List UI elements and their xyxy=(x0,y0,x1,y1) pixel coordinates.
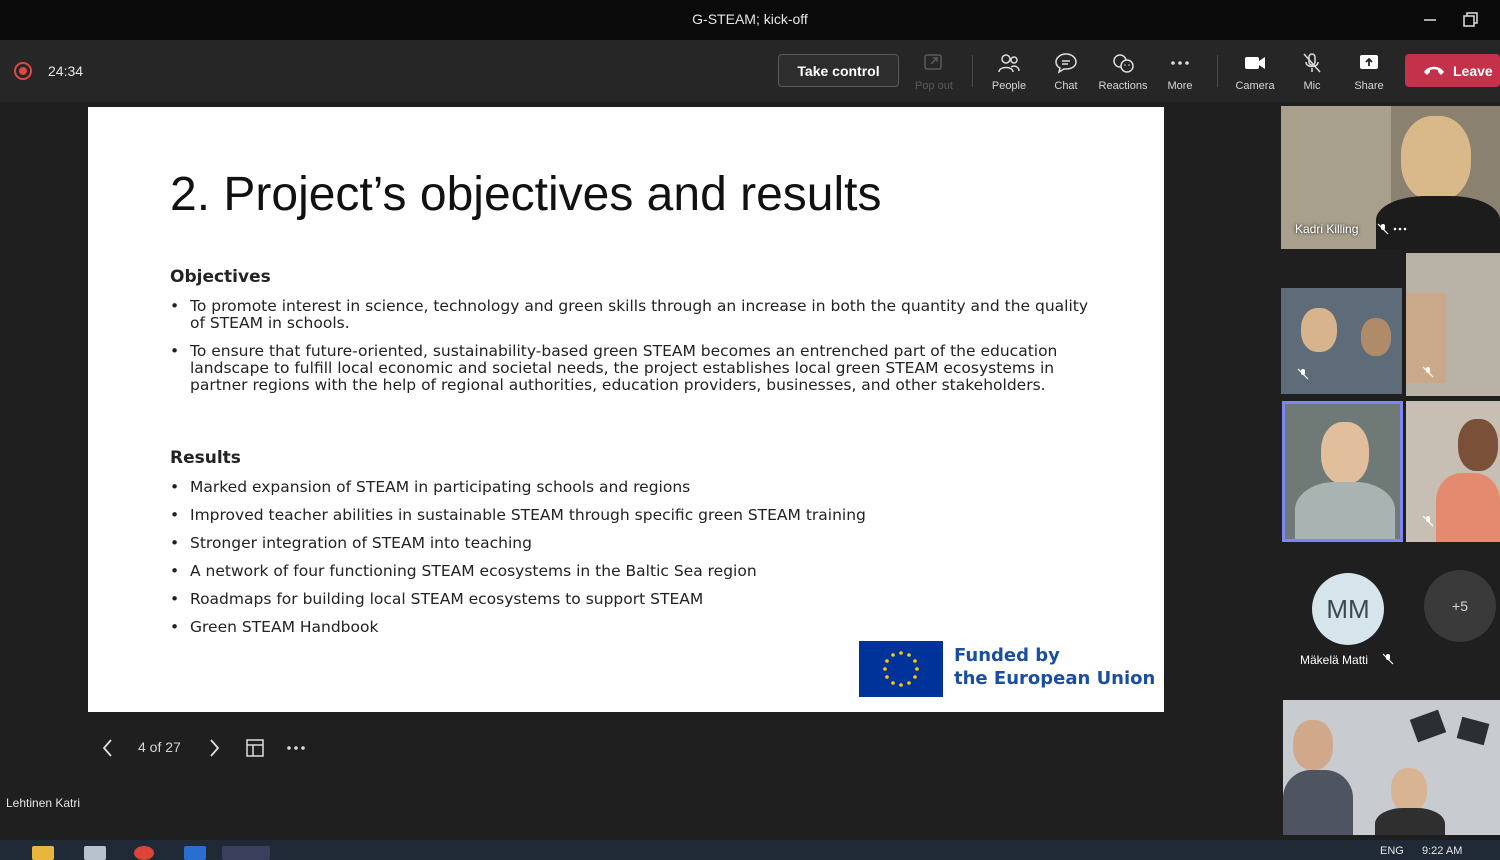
more-icon xyxy=(1168,52,1192,74)
list-item: • Improved teacher abilities in sustainable STEAM through specific green STEAM training xyxy=(170,507,1090,524)
presentation-slide xyxy=(88,107,1164,712)
presenter-name: Lehtinen Katri xyxy=(6,796,81,810)
avatar[interactable]: MM xyxy=(1312,573,1384,645)
results-heading: Results xyxy=(170,448,241,468)
meeting-timer: 24:34 xyxy=(48,63,84,79)
camera-button[interactable] xyxy=(1225,48,1285,96)
participant-head xyxy=(1391,768,1427,812)
list-item: • To promote interest in science, technology and green skills through an increase in both the quantity and the quality of STEAM in schools. xyxy=(170,298,1090,332)
participant-body xyxy=(1436,473,1500,542)
teams-icon[interactable] xyxy=(222,846,270,860)
eu-funding-text xyxy=(954,644,1155,690)
participant-video-tile[interactable] xyxy=(1281,106,1500,249)
slide-page-indicator: 4 of 27 xyxy=(138,739,181,755)
outlook-icon[interactable] xyxy=(184,846,206,860)
share-icon xyxy=(1357,52,1381,74)
reactions-icon xyxy=(1111,52,1135,74)
more-button[interactable] xyxy=(1150,48,1210,96)
slide-title: 2. Project’s objectives and results xyxy=(170,168,882,221)
window-title: G-STEAM; kick-off xyxy=(692,11,808,27)
pop-out-button[interactable] xyxy=(904,48,964,96)
mic-off-icon xyxy=(1297,368,1309,380)
previous-slide-icon[interactable] xyxy=(98,733,118,763)
participant-name: Kadri Killing xyxy=(1295,222,1359,236)
list-item: • To ensure that future-oriented, sustainability-based green STEAM becomes an entrenched part of the education landscape to fulfill local economic and societal needs, the project establishes local green STEAM ecosystems in partner regions with the help of regional authorities, education providers, businesses, and other stakeholders. xyxy=(170,343,1090,394)
wall-picture xyxy=(1457,717,1490,745)
mic-off-icon xyxy=(1377,223,1389,235)
reactions-label: Reactions xyxy=(1098,80,1148,92)
file-explorer-icon[interactable] xyxy=(32,846,54,860)
participant-video-tile-speaking[interactable] xyxy=(1282,401,1403,542)
slide-overview-icon[interactable] xyxy=(244,733,266,763)
mic-off-icon xyxy=(1382,653,1394,665)
participant-body xyxy=(1283,770,1353,835)
chat-label: Chat xyxy=(1054,80,1078,92)
chat-button[interactable] xyxy=(1036,48,1096,96)
list-item: • Marked expansion of STEAM in participating schools and regions xyxy=(170,479,1090,496)
camera-label: Camera xyxy=(1235,80,1275,92)
eu-funding-line-2: the European Union xyxy=(954,668,1156,689)
wall-picture xyxy=(1410,710,1446,743)
restore-icon[interactable] xyxy=(1458,8,1482,32)
participant-video-tile[interactable] xyxy=(1406,253,1500,396)
objectives-heading: Objectives xyxy=(170,267,271,287)
input-language[interactable]: ENG xyxy=(1380,845,1404,857)
participant-video-tile[interactable] xyxy=(1283,700,1500,835)
more-icon[interactable] xyxy=(1393,226,1407,232)
system-clock[interactable]: 9:22 AM xyxy=(1422,845,1463,857)
people-icon xyxy=(997,52,1021,74)
pop-out-label: Pop out xyxy=(915,80,953,92)
results-list xyxy=(170,479,1090,647)
list-item: • Roadmaps for building local STEAM ecosystems to support STEAM xyxy=(170,591,1090,608)
camera-icon xyxy=(1243,52,1267,74)
pop-out-icon xyxy=(922,52,946,74)
participant-head xyxy=(1361,318,1391,356)
recording-icon xyxy=(14,62,32,80)
chat-icon xyxy=(1054,52,1078,74)
list-item: • A network of four functioning STEAM ecosystems in the Baltic Sea region xyxy=(170,563,1090,580)
take-control-button[interactable]: Take control xyxy=(778,54,899,87)
participant-body xyxy=(1376,196,1500,249)
participant-video-tile[interactable] xyxy=(1281,288,1402,394)
minimize-icon[interactable] xyxy=(1418,8,1442,32)
people-button[interactable] xyxy=(979,48,1039,96)
objectives-list xyxy=(170,298,1090,405)
participant-head xyxy=(1293,720,1333,770)
chrome-icon[interactable] xyxy=(134,846,154,860)
people-label: People xyxy=(991,80,1027,92)
eu-funding-line-1: Funded by xyxy=(954,645,1060,666)
leave-button[interactable] xyxy=(1405,54,1500,87)
participant-body xyxy=(1375,808,1445,835)
toolbar-divider xyxy=(972,55,973,87)
title-bar xyxy=(0,0,1500,40)
more-label: More xyxy=(1167,80,1193,92)
mic-off-icon xyxy=(1422,366,1434,378)
participant-head xyxy=(1301,308,1337,352)
share-button[interactable] xyxy=(1339,48,1399,96)
eu-flag-logo xyxy=(859,641,943,697)
reactions-button[interactable] xyxy=(1093,48,1153,96)
more-participants-button[interactable]: +5 xyxy=(1424,570,1496,642)
slide-more-options-icon[interactable] xyxy=(284,733,308,763)
participant-head xyxy=(1401,116,1471,201)
avatar-participant-name: Mäkelä Matti xyxy=(1300,653,1369,667)
participant-head xyxy=(1458,419,1498,471)
leave-label: Leave xyxy=(1453,63,1493,79)
toolbar-divider xyxy=(1217,55,1218,87)
mic-button[interactable] xyxy=(1282,48,1342,96)
mic-off-icon xyxy=(1300,52,1324,74)
share-label: Share xyxy=(1354,80,1384,92)
list-item: • Stronger integration of STEAM into teaching xyxy=(170,535,1090,552)
mic-off-icon xyxy=(1422,515,1434,527)
list-item: • Green STEAM Handbook xyxy=(170,619,1090,636)
participant-head xyxy=(1321,422,1369,484)
participant-video-tile[interactable] xyxy=(1406,401,1500,542)
mic-label: Mic xyxy=(1303,80,1321,92)
calendar-app-icon[interactable] xyxy=(84,846,106,860)
next-slide-icon[interactable] xyxy=(204,733,224,763)
hang-up-icon xyxy=(1423,63,1445,77)
participant-body xyxy=(1295,482,1395,542)
